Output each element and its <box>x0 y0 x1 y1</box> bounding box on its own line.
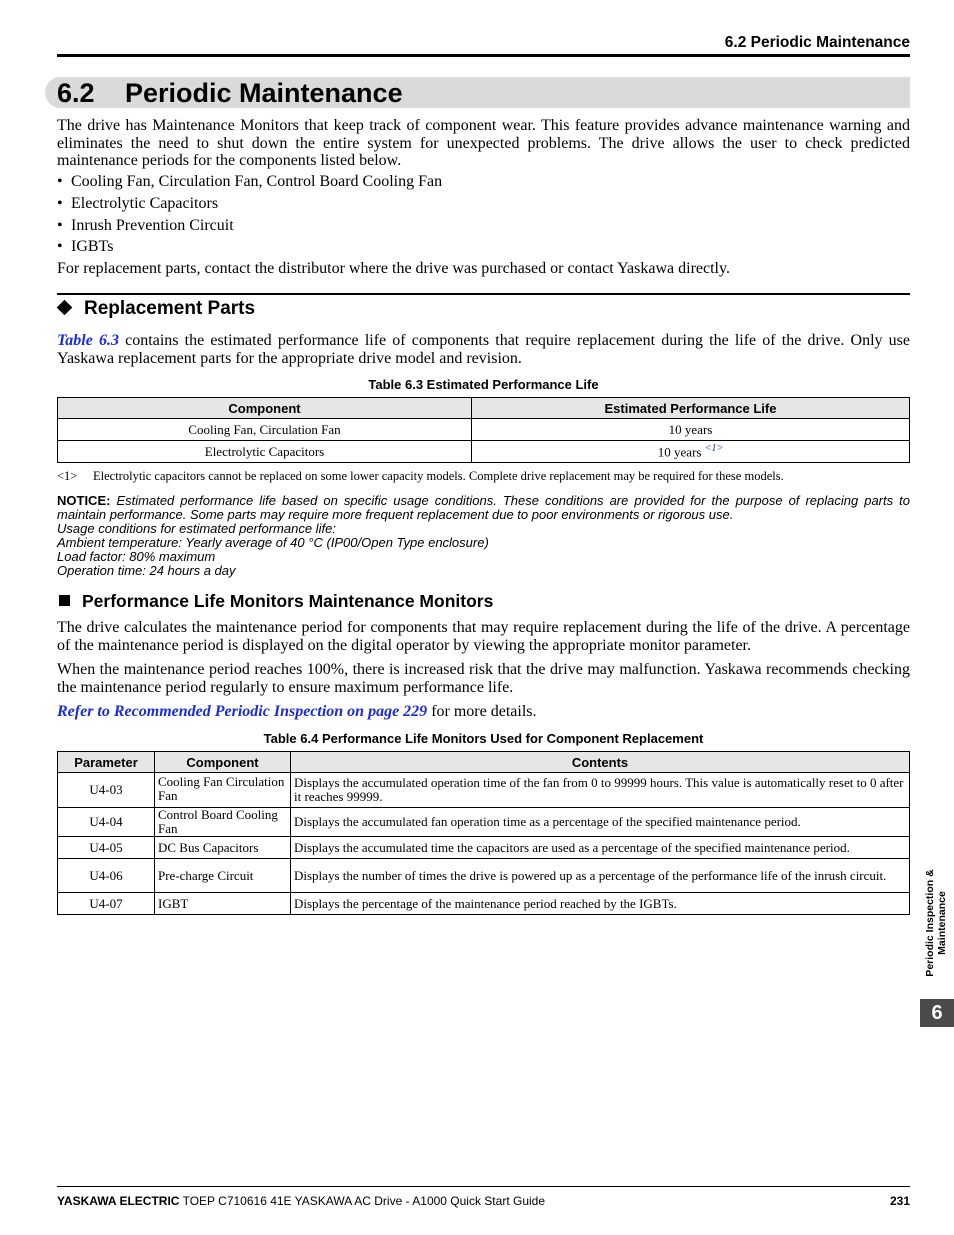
table-header-row <box>58 398 910 419</box>
cell-parameter: U4-03 <box>58 773 155 808</box>
cell-component: Pre-charge Circuit <box>155 859 291 893</box>
cell-component: Electrolytic Capacitors <box>58 441 472 463</box>
monitors-paragraph: The drive calculates the maintenance period for components that may require replacement during the life of the drive. A percentage of the maintenance period is displayed on the digital operator by viewing the appropriate monitor parameter. <box>57 619 910 654</box>
cell-life: 10 years $^{<1>}$ <box>472 441 910 463</box>
cell-contents: Displays the percentage of the maintenance period reached by the IGBTs. <box>291 893 910 915</box>
monitors-paragraph: When the maintenance period reaches 100%, there is increased risk that the drive may malfunction. Yaskawa recommends checking the maintenance period regularly to ensure maximum performance life. <box>57 661 910 696</box>
footer <box>57 1194 545 1208</box>
cell-contents: Displays the accumulated time the capacitors are used as a percentage of the specified maintenance period. <box>291 837 910 859</box>
table-header-row <box>58 752 910 773</box>
cell-contents: Displays the accumulated fan operation time as a percentage of the specified maintenance period. <box>291 808 910 837</box>
footer-rule <box>57 1186 910 1187</box>
table-caption: Table 6.4 Performance Life Monitors Used for Component Replacement <box>263 731 704 746</box>
cell-component: DC Bus Capacitors <box>155 837 291 859</box>
header-rule <box>57 54 910 57</box>
cell-component: Cooling Fan Circulation Fan <box>155 773 291 808</box>
reference-paragraph: Refer to Recommended Periodic Inspection on page 229 for more details. <box>57 703 537 720</box>
subsection-heading: Replacement Parts <box>57 298 255 320</box>
cell-life: 10 years <box>472 419 910 441</box>
cell-parameter: U4-07 <box>58 893 155 915</box>
footer-brand: YASKAWA ELECTRIC <box>57 1194 180 1208</box>
notice-label: NOTICE: <box>57 493 111 508</box>
footnote: <1> Electrolytic capacitors cannot be replaced on some lower capacity models. Complete drive replacement may be required for these models. <box>57 469 784 483</box>
table-caption: Table 6.3 Estimated Performance Life <box>368 377 599 392</box>
chapter-side-label: Periodic Inspection & Maintenance <box>924 869 948 977</box>
cell-parameter: U4-05 <box>58 837 155 859</box>
section-title: Periodic Maintenance <box>125 78 403 108</box>
diamond-icon <box>57 300 73 316</box>
table-6-3-link[interactable]: Table 6.3 <box>57 332 120 349</box>
list-item: • Electrolytic Capacitors <box>57 195 219 212</box>
table-row <box>58 893 910 915</box>
column-header: Contents <box>291 752 910 773</box>
list-item: • Inrush Prevention Circuit <box>57 217 234 234</box>
table-row <box>58 837 910 859</box>
cell-contents: Displays the accumulated operation time of the fan from 0 to 99999 hours. This value is automatically reset to 0 after it reaches 99999. <box>291 773 910 808</box>
running-head: 6.2 Periodic Maintenance <box>724 34 910 51</box>
table-row <box>58 419 910 441</box>
section-title-bar <box>45 77 910 108</box>
cell-component: Control Board Cooling Fan <box>155 808 291 837</box>
performance-life-table <box>57 397 910 463</box>
table-row <box>58 441 910 463</box>
monitor-parameters-table <box>57 751 910 915</box>
notice-block: NOTICE: Estimated performance life based on specific usage conditions. These conditions are provided for the purpose of replacing parts to maintain performance. Some parts may require more frequent replacement due to poor environments or rigorous use. Usage conditions for estimated performance life: Ambient temperature: Yearly average of 40 °C (IP00/Open Type enclosure) Load factor: 80% maximum Operation time: 24 hours a day <box>57 493 910 578</box>
cell-parameter: U4-06 <box>58 859 155 893</box>
chapter-side-tab <box>919 862 953 984</box>
column-header: Component <box>58 398 472 419</box>
table-row <box>58 808 910 837</box>
table-row <box>58 859 910 893</box>
replacement-paragraph: Table 6.3 contains the estimated performance life of components that require replacement during the life of the drive. Only use Yaskawa replacement parts for the appropriate drive model and revision. <box>57 332 910 367</box>
table-row <box>58 773 910 808</box>
subsection-rule <box>57 293 910 295</box>
list-item: • Cooling Fan, Circulation Fan, Control Board Cooling Fan <box>57 173 443 190</box>
periodic-inspection-link[interactable]: Refer to Recommended Periodic Inspection on page 229 <box>57 703 428 720</box>
page-number: 231 <box>889 1194 910 1208</box>
column-header: Estimated Performance Life <box>472 398 910 419</box>
subsection-heading: Performance Life Monitors Maintenance Monitors <box>57 591 493 612</box>
contact-paragraph: For replacement parts, contact the distributor where the drive was purchased or contact Yaskawa directly. <box>57 260 730 277</box>
page-title <box>57 78 403 109</box>
footnote-link[interactable]: <1> <box>704 442 724 454</box>
cell-contents: Displays the number of times the drive is powered up as a percentage of the performance life of the inrush circuit. <box>291 859 910 893</box>
column-header: Parameter <box>58 752 155 773</box>
intro-paragraph: The drive has Maintenance Monitors that keep track of component wear. This feature provides advance maintenance warning and eliminates the need to shut down the entire system for unexpected problems. The drive allows the user to check predicted maintenance periods for the components listed below. <box>57 117 910 169</box>
column-header: Component <box>155 752 291 773</box>
section-number: 6.2 <box>57 78 95 108</box>
footer-doc-title: TOEP C710616 41E YASKAWA AC Drive - A1000 Quick Start Guide <box>182 1194 546 1208</box>
square-bullet-icon <box>59 595 70 606</box>
cell-component: IGBT <box>155 893 291 915</box>
list-item: • IGBTs <box>57 238 114 255</box>
chapter-number-tab: 6 <box>920 999 954 1027</box>
cell-parameter: U4-04 <box>58 808 155 837</box>
cell-component: Cooling Fan, Circulation Fan <box>58 419 472 441</box>
